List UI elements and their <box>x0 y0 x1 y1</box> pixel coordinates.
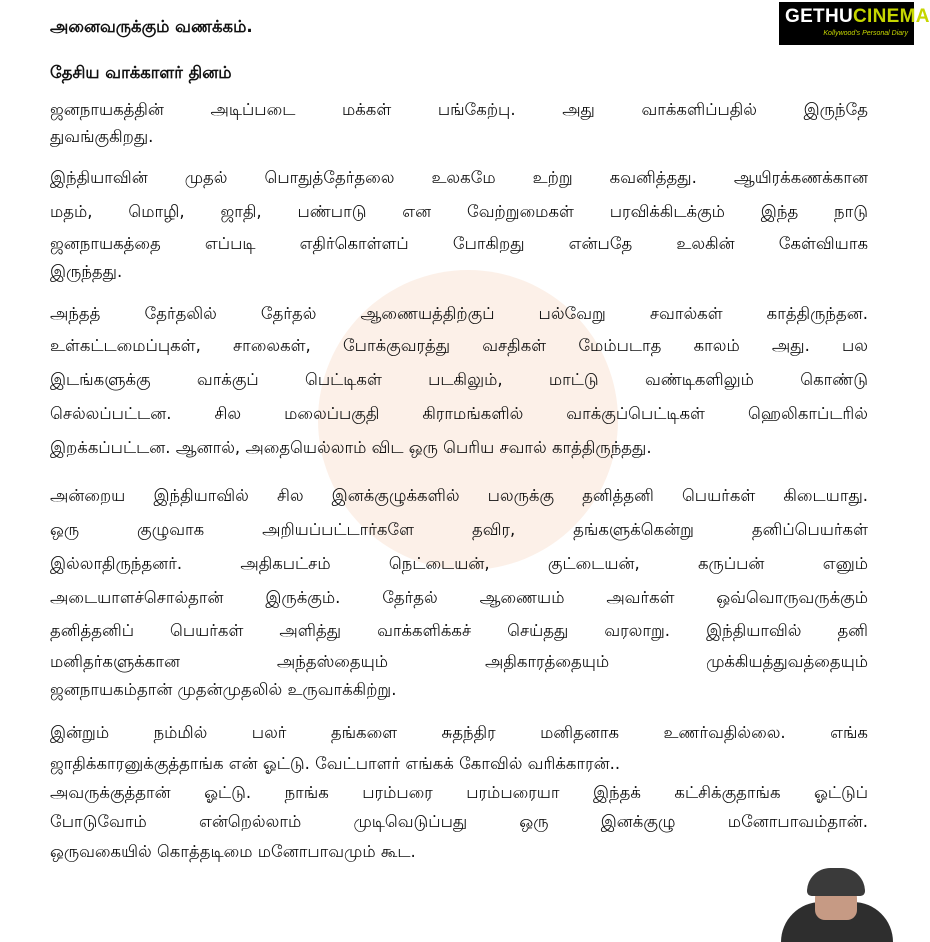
paragraph-line: இந்தியாவின் முதல் பொதுத்தேர்தலை உலகமே உற்று கவனித்தது. ஆயிரக்கணக்கான <box>50 168 868 187</box>
paragraph-line: செல்லப்பட்டன. சில மலைப்பகுதி கிராமங்களில் வாக்குப்பெட்டிகள் ஹெலிகாப்டரில் <box>50 404 868 423</box>
logo-tagline: Kollywood's Personal Diary <box>823 30 908 37</box>
paragraph-line: ஜாதிக்காரனுக்குத்தாங்க என் ஓட்டு. வேட்பாளர் எங்கக் கோவில் வரிக்காரன்.. <box>50 754 621 773</box>
gethucinema-logo <box>779 2 930 45</box>
paragraph-line: போடுவோம் என்றெல்லாம் முடிவெடுப்பது ஒரு இனக்குழு மனோபாவம்தான். <box>50 812 868 831</box>
paragraph-line: அன்றைய இந்தியாவில் சில இனக்குழுக்களில் பலருக்கு தனித்தனி பெயர்கள் கிடையாது. <box>50 486 868 505</box>
author-photo <box>781 862 893 916</box>
paragraph-line: மதம், மொழி, ஜாதி, பண்பாடு என வேற்றுமைகள் பரவிக்கிடக்கும் இந்த நாடு <box>50 202 868 221</box>
paragraph-line: இல்லாதிருந்தனர். அதிகபட்சம் நெட்டையன், குட்டையன், கருப்பன் எனும் <box>50 554 868 573</box>
letter-heading: தேசிய வாக்காளர் தினம் <box>50 63 232 82</box>
paragraph-line: ஒருவகையில் கொத்தடிமை மனோபாவமும் கூட. <box>50 842 416 861</box>
paragraph-line: துவங்குகிறது. <box>50 127 154 146</box>
paragraph-line: அந்தத் தேர்தலில் தேர்தல் ஆணையத்திற்குப் பல்வேறு சவால்கள் காத்திருந்தன. <box>50 304 868 323</box>
paragraph-line: ஜனநாயகம்தான் முதன்முதலில் உருவாக்கிற்று. <box>50 680 397 699</box>
paragraph-line: உள்கட்டமைப்புகள், சாலைகள், போக்குவரத்து வசதிகள் மேம்படாத காலம் அது. பல <box>50 336 868 355</box>
logo-text-part1: GETHU <box>785 6 853 27</box>
paragraph-line: அடையாளச்சொல்தான் இருக்கும். தேர்தல் ஆணையம் அவர்கள் ஒவ்வொருவருக்கும் <box>50 588 868 607</box>
paragraph-line: மனிதர்களுக்கான அந்தஸ்தையும் அதிகாரத்தையும் முக்கியத்துவத்தையும் <box>50 652 868 671</box>
paragraph-line: ஜனநாயகத்தை எப்படி எதிர்கொள்ளப் போகிறது என்பதே உலகின் கேள்வியாக <box>50 234 868 253</box>
greeting: அனைவருக்கும் வணக்கம். <box>50 17 253 36</box>
paragraph-line: ஜனநாயகத்தின் அடிப்படை மக்கள் பங்கேற்பு. அது வாக்களிப்பதில் இருந்தே <box>50 100 868 119</box>
paragraph-line: இன்றும் நம்மில் பலர் தங்களை சுதந்திர மனிதனாக உணர்வதில்லை. எங்க <box>50 723 868 742</box>
paragraph-line: இருந்தது. <box>50 262 123 281</box>
paragraph-line: தனித்தனிப் பெயர்கள் அளித்து வாக்களிக்கச் செய்தது வரலாறு. இந்தியாவில் தனி <box>50 621 868 640</box>
logo-text-part2: CINEMA <box>853 6 930 27</box>
paragraph-line: இடங்களுக்கு வாக்குப் பெட்டிகள் படகிலும், மாட்டு வண்டிகளிலும் கொண்டு <box>50 370 868 389</box>
paragraph-line: ஒரு குழுவாக அறியப்பட்டார்களே தவிர, தங்களுக்கென்று தனிப்பெயர்கள் <box>50 520 868 539</box>
paragraph-line: இறக்கப்பட்டன. ஆனால், அதையெல்லாம் விட ஒரு பெரிய சவால் காத்திருந்தது. <box>50 438 652 457</box>
paragraph-line: அவருக்குத்தான் ஓட்டு. நாங்க பரம்பரை பரம்பரையா இந்தக் கட்சிக்குதாங்க ஓட்டுப் <box>50 783 868 802</box>
